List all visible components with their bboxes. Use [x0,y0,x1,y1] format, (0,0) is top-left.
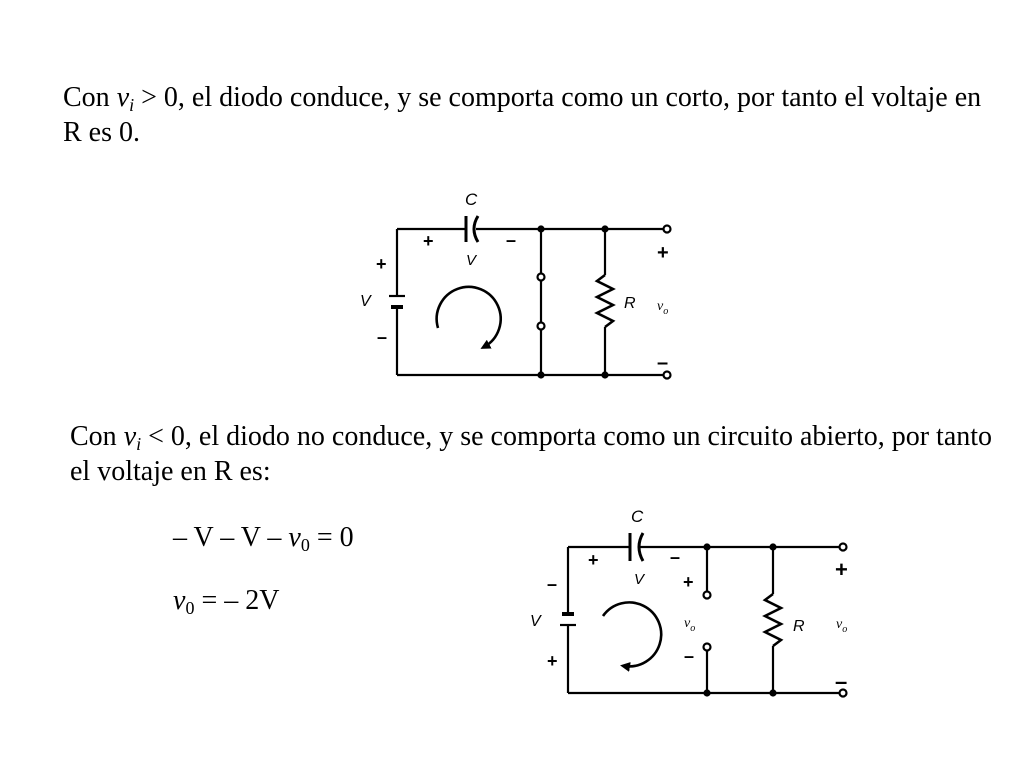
c1-diode-terminal-top [538,274,545,281]
c2-output-terminal-top [840,544,847,551]
c2-loop-arrow [603,602,661,666]
c1-junction-dot [537,371,544,378]
c1-source-label: V [360,293,371,310]
c1-out-sub: o [663,306,669,317]
c1-source-minus: – [377,327,388,347]
c2-source-label: V [530,613,541,630]
c2-out-label [836,617,847,635]
c2-source-bottom-sign: + [547,651,558,671]
c1-out-plus: + [657,242,669,264]
eq2-rhs: = – 2V [194,585,280,616]
circuit-diagram-2 [560,533,847,697]
c2-diode-plus: + [683,572,694,592]
c2-out-plus: + [835,557,848,582]
p2-rest: < 0, el diodo no conduce, y se comporta como un circuito abierto, por tanto el voltaje en R es: [70,421,993,487]
c1-cap-plus: + [423,231,434,251]
c1-loop-label: V [466,252,477,269]
c1-junction-dot [537,225,544,232]
c2-out-sub: o [842,624,848,635]
p1-prefix: Con [63,82,117,113]
c1-out-var: v [657,299,664,314]
c1-diode-terminal-bottom [538,323,545,330]
c2-diode-var: v [684,616,691,631]
c2-resistor-label: R [793,618,805,635]
p1-var: v [116,82,130,113]
c2-junction-dot [703,689,710,696]
c2-cap-minus: – [670,547,681,567]
c2-out-var: v [836,617,843,632]
eq2-var: v [173,585,186,616]
c2-junction-dot [703,543,710,550]
c2-junctions [703,543,776,696]
c1-junction-dot [601,371,608,378]
c1-junction-dot [601,225,608,232]
c2-loop-label: V [634,571,645,588]
c1-out-label [657,299,668,317]
c2-junction-dot [769,543,776,550]
c1-resistor-zigzag [597,275,613,327]
c2-out-minus: – [835,669,848,694]
c2-diode-sub: o [690,623,696,634]
eq2-sub: 0 [185,598,195,618]
c1-out-minus: – [657,352,669,374]
c2-diode-terminal-bottom [704,644,711,651]
c1-loop-arrow [437,287,501,347]
c1-junctions [537,225,608,378]
eq1-lhs: – V – V – [173,522,289,553]
p1-rest: > 0, el diodo conduce, y se comporta como un corto, por tanto el voltaje en R es 0. [63,82,982,148]
c2-junction-dot [769,689,776,696]
c2-source-top-sign: – [547,574,558,594]
c2-diode-minus: – [684,646,695,666]
c2-cap-plus: + [588,550,599,570]
p2-var: v [123,421,137,452]
p2-sub: i [136,434,142,454]
c2-diode-label [684,616,695,634]
c2-diode-terminal-top [704,592,711,599]
c1-cap-label: C [465,190,478,209]
p1-sub: i [129,95,135,115]
c1-source-plus: + [376,254,387,274]
c1-cap-minus: – [506,230,517,250]
eq1-sub: 0 [300,535,310,555]
c1-resistor-label: R [624,295,636,312]
eq1-rhs: = 0 [309,522,354,553]
c1-output-terminal-top [664,226,671,233]
c2-resistor-zigzag [765,594,781,646]
c2-cap-label: C [631,507,644,526]
eq1-var: v [288,522,301,553]
p2-prefix: Con [70,421,124,452]
